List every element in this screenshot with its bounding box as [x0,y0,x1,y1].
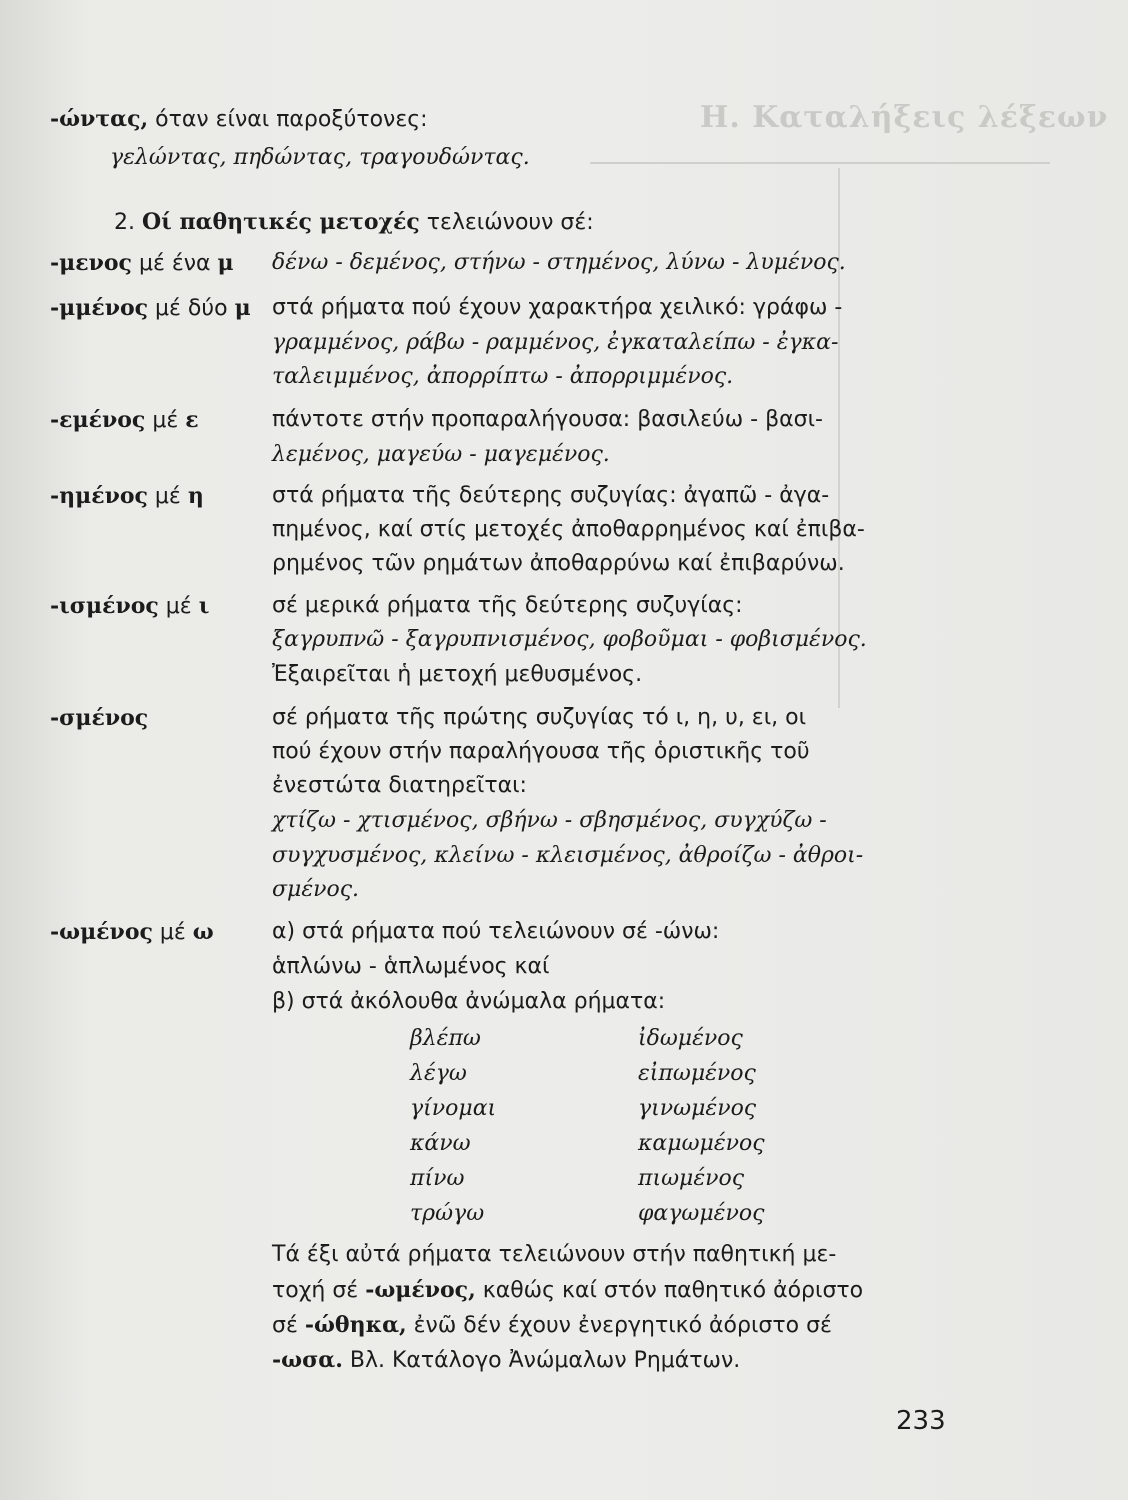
entry-text: Ἐξαιρεῖται ἡ μετοχή μεθυσμένος. [272,662,643,687]
entry-text: ταλειμμένος, ἀπορρίπτω - ἀπορριμμένος. [272,364,734,389]
closing-line: Τά έξι αὐτά ρήματα τελειώνουν στήν παθητική με- [272,1242,837,1267]
verb-form: λέγω [410,1061,467,1086]
entry-text: πού έχουν στήν παραλήγουσα τῆς ὁριστικῆς τοῦ [272,739,810,764]
participle-form: ἰδωμένος [638,1026,743,1051]
section-heading [114,207,594,238]
participle-form: καμωμένος [638,1131,765,1156]
entry-text: α) στά ρήματα πού τελειώνουν σέ -ώνω: [272,919,720,944]
closing-line: σέ -ώθηκα, ἐνῶ δέν έχουν ἐνεργητικό ἀόριστο σέ [272,1312,832,1338]
participle-form: εἰπωμένος [638,1061,756,1086]
intro-examples: γελώντας, πηδώντας, τραγουδώντας. [110,145,530,170]
verb-form: κάνω [410,1131,471,1156]
entry-text: σμένος. [272,877,360,902]
closing-line: -ωσα. Βλ. Κατάλογο Ἀνώμαλων Ρημάτων. [272,1347,741,1373]
intro-line [50,104,428,135]
section-bold: Οί παθητικές μετοχές [142,209,420,235]
verb-form: τρώγω [410,1201,485,1226]
bleed-through-title: Η. Καταλήξεις λέξεων [700,100,1109,135]
entry-text: ἐνεστώτα διατηρεῖται: [272,773,527,798]
entry-text: συγχυσμένος, κλείνω - κλεισμένος, ἀθροίζω - ἀθροι- [272,843,864,868]
entry-label: -ωμένος μέ ω [50,919,214,945]
entry-text: ἁπλώνω - ἁπλωμένος καί [272,954,550,979]
entry-text: πημένος, καί στίς μετοχές ἀποθαρρημένος καί ἐπιβα- [272,517,865,542]
bleed-through-rule [590,162,1050,164]
entry-text: ξαγρυπνῶ - ξαγρυπνισμένος, φοβοῦμαι - φοβισμένος. [272,627,867,652]
entry-text: λεμένος, μαγεύω - μαγεμένος. [272,442,610,467]
entry-text: στά ρήματα πού έχουν χαρακτήρα χειλικό: γράφω - [272,295,843,320]
section-number: 2. [114,210,135,235]
entry-text: πάντοτε στήν προπαραλήγουσα: βασιλεύω - βασι- [272,407,823,432]
entry-text: δένω - δεμένος, στήνω - στημένος, λύνω - λυμένος. [272,250,846,275]
participle-form: φαγωμένος [638,1201,765,1226]
entry-label: -ημένος μέ η [50,483,204,509]
verb-form: γίνομαι [410,1096,497,1121]
entry-text: ρημένος τῶν ρημάτων ἀποθαρρύνω καί ἐπιβαρύνω. [272,551,845,576]
entry-label: -μμένος μέ δύο μ [50,295,251,321]
participle-form: πιωμένος [638,1166,745,1191]
verb-form: πίνω [410,1166,465,1191]
entry-text: σέ ρήματα τῆς πρώτης συζυγίας τό ι, η, υ, ει, οι [272,705,807,730]
entry-text: σέ μερικά ρήματα τῆς δεύτερης συζυγίας: [272,593,743,618]
intro-text: όταν είναι παροξύτονες: [148,107,428,132]
entry-label: -εμένος μέ ε [50,407,199,433]
entry-text: γραμμένος, ράβω - ραμμένος, ἐγκαταλείπω - ἐγκα- [272,330,839,355]
entry-label: -μενος μέ ένα μ [50,250,234,276]
entry-text: χτίζω - χτισμένος, σβήνω - σβησμένος, συγχύζω - [272,808,827,833]
participle-form: γινωμένος [638,1096,757,1121]
entry-text: στά ρήματα τῆς δεύτερης συζυγίας: ἀγαπῶ - ἀγα- [272,483,830,508]
entry-label: -σμένος [50,705,149,731]
intro-suffix: -ώντας, [50,106,149,132]
closing-line: τοχή σέ -ωμένος, καθώς καί στόν παθητικό ἀόριστο [272,1277,864,1303]
entry-label: -ισμένος μέ ι [50,593,210,619]
page-number: 233 [896,1406,946,1436]
section-text: τελειώνουν σέ: [426,210,594,235]
entry-text: β) στά ἀκόλουθα ἀνώμαλα ρήματα: [272,989,666,1014]
verb-form: βλέπω [410,1026,481,1051]
